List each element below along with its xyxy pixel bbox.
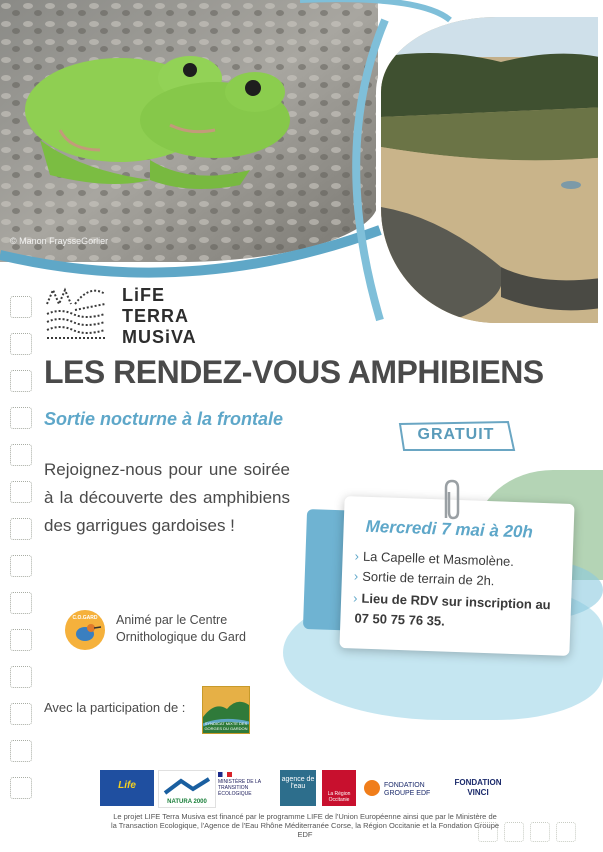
free-badge-label: GRATUIT — [417, 426, 495, 443]
event-line-text: Sortie de terrain de 2h. — [362, 568, 495, 589]
event-line-text: La Capelle et Masmolène. — [362, 548, 515, 569]
event-phone — [354, 610, 445, 628]
organizer-text — [116, 612, 246, 646]
agence-eau-logo — [280, 770, 316, 806]
fondation-edf-logo — [364, 770, 436, 806]
cogard-logo-text: C.O.GARD — [72, 615, 98, 621]
nature-icon — [10, 407, 32, 429]
free-badge-label-wrap — [396, 420, 516, 452]
marsh-photo-credit: ©SMGG — [405, 305, 440, 315]
fondation-vinci-logo — [448, 770, 508, 806]
event-line — [354, 568, 495, 588]
smgg-logo — [202, 686, 250, 734]
organizer-line-2: Ornithologique du Gard — [116, 630, 246, 644]
nature-icon — [530, 822, 550, 842]
nature-icon — [10, 740, 32, 762]
edf-flower-icon — [364, 780, 380, 796]
participation-label: Avec la participation de : — [44, 700, 186, 715]
cogard-logo — [65, 610, 105, 650]
logo-line-3: MUSiVA — [122, 327, 197, 347]
nature-icon — [10, 666, 32, 688]
chevron-right-icon: › — [353, 568, 359, 584]
occitanie-logo — [322, 770, 356, 806]
page-title: LES RENDEZ-VOUS AMPHIBIENS — [44, 354, 544, 390]
organizer-line-1: Animé par le Centre — [116, 613, 228, 627]
event-date: Mercredi 7 mai à 20h — [365, 516, 534, 542]
agence-eau-logo-text: agence de l'eau — [281, 776, 315, 790]
occitanie-logo-text: La Région Occitanie — [327, 791, 351, 803]
nature-icon — [10, 703, 32, 725]
fondation-edf-logo-text: FONDATION GROUPE EDF — [384, 782, 431, 797]
ministere-logo — [218, 770, 274, 806]
french-flag-icon — [218, 772, 232, 777]
nature-icon — [10, 370, 32, 392]
funding-footer: Le projet LIFE Terra Musiva est financé par le programme LIFE de l'Union Européenne ainsi que par le Ministère de la Transaction Ecologique, l'Agence de l'Eau Rhône Méditerranée Corse, la Région Occitanie et la Fondation Groupe EDF — [110, 812, 500, 839]
event-line — [354, 548, 514, 569]
nature-icon — [10, 777, 32, 799]
nature-icon — [10, 518, 32, 540]
nature-icon — [10, 592, 32, 614]
natura-2000-logo — [158, 770, 216, 808]
phone-number: 07 50 75 76 35. — [354, 610, 446, 629]
event-line-text: Lieu de RDV sur inscription au — [361, 590, 551, 613]
life-terra-musiva-logo-icon — [45, 284, 107, 344]
eu-life-logo — [100, 770, 154, 806]
nature-icon — [10, 555, 32, 577]
nature-icon — [478, 822, 498, 842]
event-line — [353, 590, 551, 612]
logo-line-2: TERRA — [122, 306, 189, 326]
natura-2000-logo-text: NATURA 2000 — [167, 799, 207, 805]
nature-icon — [10, 481, 32, 503]
subtitle: Sortie nocturne à la frontale — [44, 409, 284, 429]
nature-icon — [10, 333, 32, 355]
ministere-logo-text: MINISTÈRE DE LA TRANSITION ÉCOLOGIQUE — [218, 779, 261, 797]
eu-life-logo-text: Life — [118, 780, 136, 791]
paperclip-icon — [438, 478, 462, 522]
chevron-right-icon: › — [352, 590, 358, 606]
frog-photo-credit: © Manon FraysseGorlier — [10, 236, 109, 246]
nature-icon — [556, 822, 576, 842]
smgg-logo-text: SYNDICAT MIXTE DES GORGES DU GARDON — [204, 721, 248, 731]
fondation-vinci-logo-text: FONDATION VINCI — [454, 778, 502, 797]
nature-icon — [504, 822, 524, 842]
nature-icon — [10, 444, 32, 466]
intro-text: Rejoignez-nous pour une soirée à la découverte des amphibiens des garrigues gardoises ! — [44, 460, 290, 535]
nature-icon — [10, 629, 32, 651]
nature-icon — [10, 296, 32, 318]
logo-line-1: LiFE — [122, 285, 165, 305]
chevron-right-icon: › — [354, 548, 360, 564]
left-icon-column — [10, 296, 32, 799]
bottom-icon-strip — [478, 822, 576, 842]
